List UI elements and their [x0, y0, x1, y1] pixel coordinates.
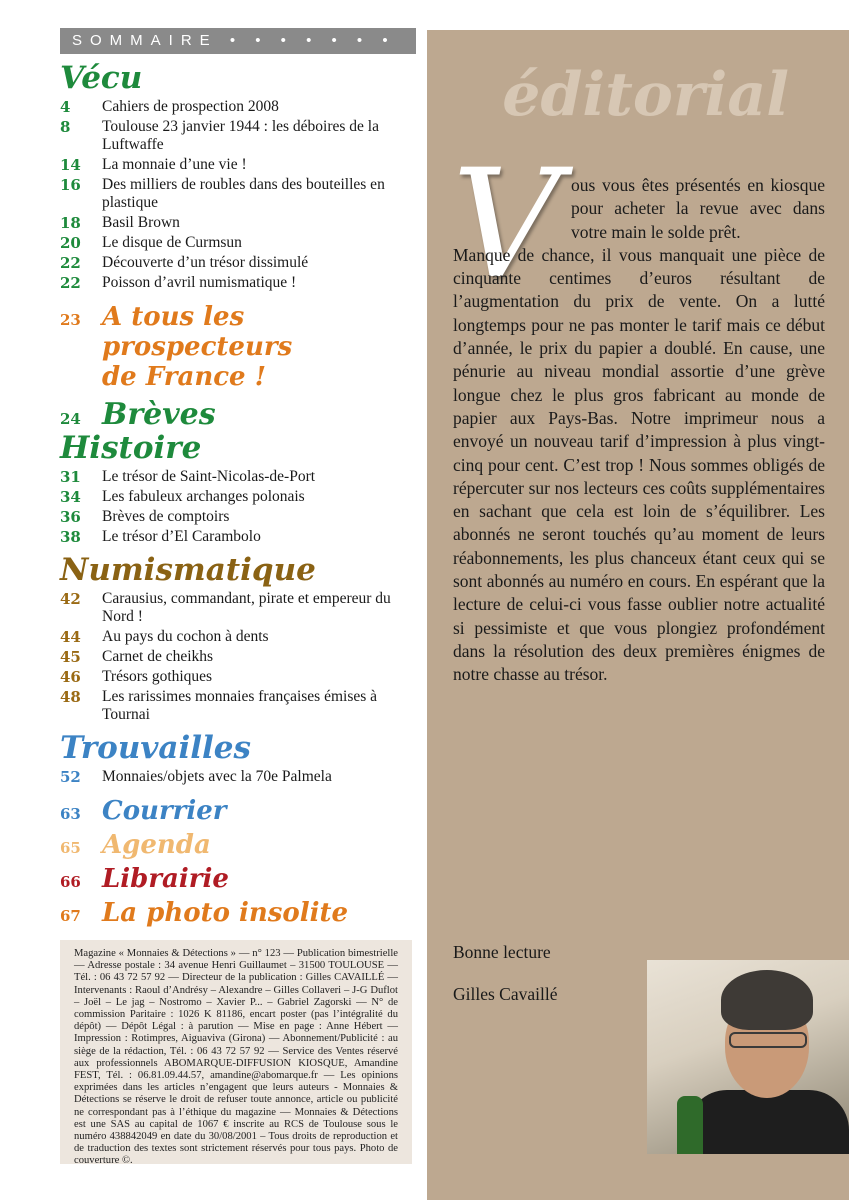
entry-title: Carausius, commandant, pirate et empereur du Nord !: [102, 590, 391, 625]
toc-entry-agenda[interactable]: [60, 830, 416, 860]
photo-shirt: [687, 1090, 849, 1154]
toc-entry-courrier[interactable]: [60, 796, 416, 826]
page-number: 22: [60, 254, 81, 272]
page-number: 45: [60, 648, 81, 666]
toc-entry-photo-insolite[interactable]: [60, 898, 416, 928]
page-number: 36: [60, 508, 81, 526]
toc-entry-librairie[interactable]: [60, 864, 416, 894]
imprint-box: Magazine « Monnaies & Détections » — n° 123 — Publication bimestrielle — Adresse postale : 34 avenue Henri Guillaumet – 31500 TOULOUSE — Tél. : 06 43 72 57 92 — Directeur de la publication : Gilles CAVAILLÉ — Intervenants : Raoul d’Andrésy – Alexandre – Gilles Collaveri – J-G Duflot – Joël – Le jag – Nostromo – Xavier P... – Gabriel Zagorski — N° de commission Paritaire : 1026 K 81186, encart poster (pas l’intégralité du dépôt) — Dépôt Légal : à parution — Mise en page : Anne Hébert — Impression : Rotimpres, Aiguaviva (Girona) — Abonnement/Publicité : au siège de la rédaction, Tél. : 06 43 72 57 92 — Service des Ventes réservé aux professionnels ABOMARQUE-DIFFUSION KIOSQUE, Amandine FEST, Tél. : 06.81.09.44.57, amandine@abomarque.fr — Les opinions exprimées dans les articles n’engagent que leurs auteurs - Monnaies & Détections se réserve le droit de refuser toute annonce, article ou publicité ne correspondant pas à l’éthique du magazine — Monnaies & Détections est une SAS au capital de 1067 € inscrite au RCS de Toulouse sous le numéro 438842049 en date du 30/08/2001 – Tous droits de reproduction et de traduction des textes sont strictement réservés pour tous pays. Photo de couverture ©.: [60, 940, 412, 1164]
sommaire-header: SOMMAIRE • • • • • • •: [60, 28, 416, 54]
entry-title: Cahiers de prospection 2008: [102, 98, 279, 115]
toc-entry[interactable]: [60, 118, 416, 154]
photo-glasses: [729, 1032, 807, 1048]
page-number: 8: [60, 118, 71, 136]
entry-title: Courrier: [102, 796, 227, 826]
page-number: 44: [60, 628, 81, 646]
photo-hair: [721, 970, 813, 1030]
page-number: 18: [60, 214, 81, 232]
author-photo: [647, 960, 849, 1154]
toc-entry[interactable]: [60, 688, 416, 724]
page-number: 31: [60, 468, 81, 486]
section-title-histoire[interactable]: Histoire: [60, 430, 202, 466]
entry-title: Des milliers de roubles dans des bouteilles en plastique: [102, 176, 385, 211]
entry-title: Trésors gothiques: [102, 668, 213, 685]
page-number: 52: [60, 768, 81, 786]
page-number: 65: [60, 839, 81, 857]
toc-entry[interactable]: [60, 508, 416, 526]
editorial-text: [453, 174, 825, 687]
entry-title: Toulouse 23 janvier 1944 : les déboires de la Luftwaffe: [102, 118, 379, 153]
editorial-first-line: ous vous êtes présentés en kiosque pour acheter la revue avec dans votre main le solde prêt.: [571, 175, 825, 242]
toc-list: [60, 60, 416, 928]
entry-title: Au pays du cochon à dents: [102, 628, 269, 645]
page-number: 16: [60, 176, 81, 194]
toc-entry-breves[interactable]: [60, 397, 416, 432]
toc-entry[interactable]: [60, 668, 416, 686]
entry-title: La monnaie d’une vie !: [102, 156, 247, 173]
toc-entry[interactable]: [60, 274, 416, 292]
page-number: 4: [60, 98, 71, 116]
entry-title: Carnet de cheikhs: [102, 648, 214, 665]
editorial-title: éditorial: [502, 60, 789, 130]
page-number: 34: [60, 488, 81, 506]
toc-entry[interactable]: [60, 214, 416, 232]
closing-text: Bonne lecture: [453, 942, 551, 962]
entry-title: Basil Brown: [102, 214, 180, 231]
entry-title: Brèves: [102, 397, 216, 432]
entry-title: Découverte d’un trésor dissimulé: [102, 254, 309, 271]
entry-title: Le trésor d’El Carambolo: [102, 528, 261, 545]
toc-entry-prospecteurs[interactable]: [60, 302, 416, 392]
page-number: 22: [60, 274, 81, 292]
toc-entry[interactable]: [60, 234, 416, 252]
toc-entry[interactable]: [60, 648, 416, 666]
toc-entry[interactable]: [60, 176, 416, 212]
section-title-numismatique[interactable]: Numismatique: [60, 552, 316, 588]
section-title-vecu[interactable]: Vécu: [60, 60, 143, 96]
entry-title: Monnaies/objets avec la 70e Palmela: [102, 768, 332, 785]
toc-entry[interactable]: [60, 488, 416, 506]
page-number: 14: [60, 156, 81, 174]
entry-title: Le disque de Curmsun: [102, 234, 242, 251]
entry-title: A tous les prospecteurs de France !: [102, 302, 293, 392]
page-number: 63: [60, 805, 81, 823]
dropcap-letter: V: [452, 138, 561, 312]
toc-entry[interactable]: [60, 468, 416, 486]
page-number: 46: [60, 668, 81, 686]
page-number: 66: [60, 873, 81, 891]
table-of-contents: [60, 28, 416, 928]
entry-title: Brèves de comptoirs: [102, 508, 230, 525]
toc-entry[interactable]: [60, 156, 416, 174]
toc-entry[interactable]: [60, 98, 416, 116]
signature-name: Gilles Cavaillé: [453, 984, 558, 1004]
photo-bottle: [677, 1096, 703, 1154]
editorial-body: Manque de chance, il vous manquait une pièce de cinquante centimes d’euros résultant de l’augmentation du prix de vente. On a lutté longtemps pour ne pas monter le tarif mais ce début d’année, le prix du papier a doublé. En cause, une pénurie au niveau mondial assortie d’une grève longue chez le plus gros fabricant au monde de papier aux Pays-Bas. Notre imprimeur nous a envoyé un nouveau tarif d’impression à plus vingt-cinq pour cent. C’est trop ! Nous sommes obligés de répercuter sur nos lecteurs ces coûts supplémentaires en sachant que cela est loin de s’équilibrer. Les abonnés ne seront touchés qu’au moment de leurs réabonnements, les plus chanceux étant ceux qui se sont abonnés au numéro en cours. En espérant que la lecture de celui-ci vous fasse oublier notre actualité si pessimiste et que vous plongiez profondément dans la résolution des deux premières énigmes de notre chasse au trésor.: [453, 244, 825, 685]
toc-entry[interactable]: [60, 628, 416, 646]
page-number: 24: [60, 410, 81, 428]
page-number: 38: [60, 528, 81, 546]
toc-entry[interactable]: [60, 254, 416, 272]
page-number: 23: [60, 311, 81, 329]
entry-title: La photo insolite: [102, 898, 349, 928]
toc-entry[interactable]: [60, 528, 416, 546]
toc-entry[interactable]: [60, 590, 416, 626]
entry-title: Les fabuleux archanges polonais: [102, 488, 305, 505]
editorial-panel: [427, 30, 849, 1200]
section-title-trouvailles[interactable]: Trouvailles: [60, 730, 251, 766]
entry-title: Le trésor de Saint-Nicolas-de-Port: [102, 468, 316, 485]
page-number: 48: [60, 688, 81, 706]
page-number: 42: [60, 590, 81, 608]
entry-title: Poisson d’avril numismatique !: [102, 274, 297, 291]
entry-title: Les rarissimes monnaies françaises émises à Tournai: [102, 688, 378, 723]
entry-title: Librairie: [102, 864, 229, 894]
toc-entry[interactable]: [60, 768, 416, 786]
page-number: 67: [60, 907, 81, 925]
page-number: 20: [60, 234, 81, 252]
entry-title: Agenda: [102, 830, 211, 860]
